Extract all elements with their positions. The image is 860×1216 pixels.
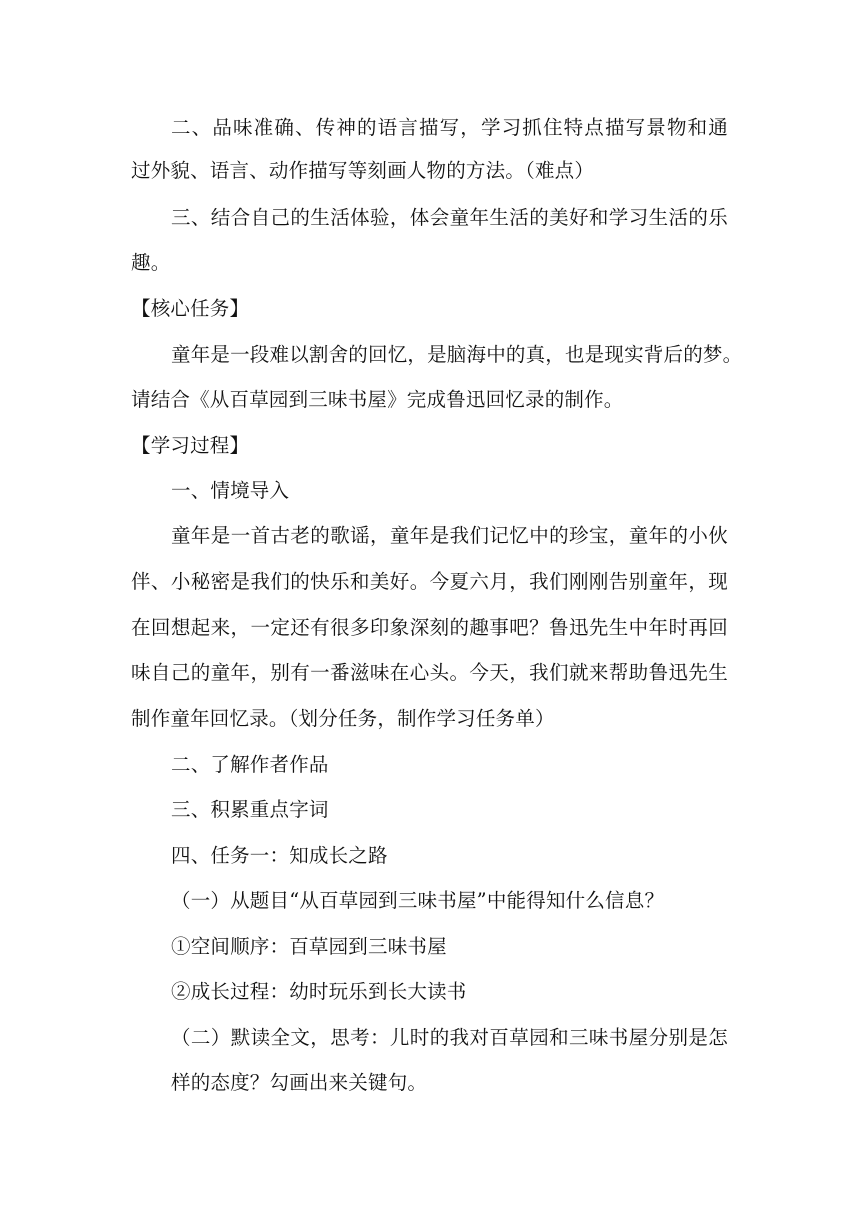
core-task-paragraph-line-2: 请结合《从百草园到三味书屋》完成鲁迅回忆录的制作。 (131, 388, 624, 411)
core-task-heading: 【核心任务】 (131, 297, 250, 320)
answer-spatial-order: ①空间顺序：百草园到三味书屋 (171, 935, 447, 958)
core-task-paragraph-line-1: 童年是一段难以割舍的回忆，是脑海中的真，也是现实背后的梦。 (171, 343, 743, 366)
question-one: （一）从题目“从百草园到三味书屋”中能得知什么信息？ (171, 889, 665, 912)
objective-three-line-1: 三、结合自己的生活体验，体会童年生活的美好和学习生活的乐 (171, 206, 728, 229)
objective-two-line-2: 过外貌、语言、动作描写等刻画人物的方法。（难点） (131, 159, 595, 182)
learning-process-heading: 【学习过程】 (131, 434, 250, 457)
section-two-heading: 二、了解作者作品 (171, 753, 329, 776)
intro-paragraph-line-1: 童年是一首古老的歌谣，童年是我们记忆中的珍宝，童年的小伙 (171, 524, 728, 547)
section-one-heading: 一、情境导入 (171, 479, 290, 502)
objective-two-line-1: 二、品味准确、传神的语言描写，学习抓住特点描写景物和通 (171, 116, 728, 139)
intro-paragraph-line-2: 伴、小秘密是我们的快乐和美好。今夏六月，我们刚刚告别童年，现 (131, 570, 728, 593)
question-two-line-2: 样的态度？勾画出来关键句。 (171, 1071, 428, 1094)
section-four-heading: 四、任务一：知成长之路 (171, 844, 388, 867)
intro-paragraph-line-4: 味自己的童年，别有一番滋味在心头。今天，我们就来帮助鲁迅先生 (131, 661, 728, 684)
section-three-heading: 三、积累重点字词 (171, 798, 329, 821)
question-two-line-1: （二）默读全文，思考：儿时的我对百草园和三味书屋分别是怎 (171, 1026, 728, 1049)
intro-paragraph-line-5: 制作童年回忆录。（划分任务，制作学习任务单） (131, 707, 555, 730)
objective-three-line-2: 趣。 (131, 251, 171, 274)
intro-paragraph-line-3: 在回想起来，一定还有很多印象深刻的趣事吧？鲁迅先生中年时再回 (131, 616, 728, 639)
answer-growth-process: ②成长过程：幼时玩乐到长大读书 (171, 980, 467, 1003)
